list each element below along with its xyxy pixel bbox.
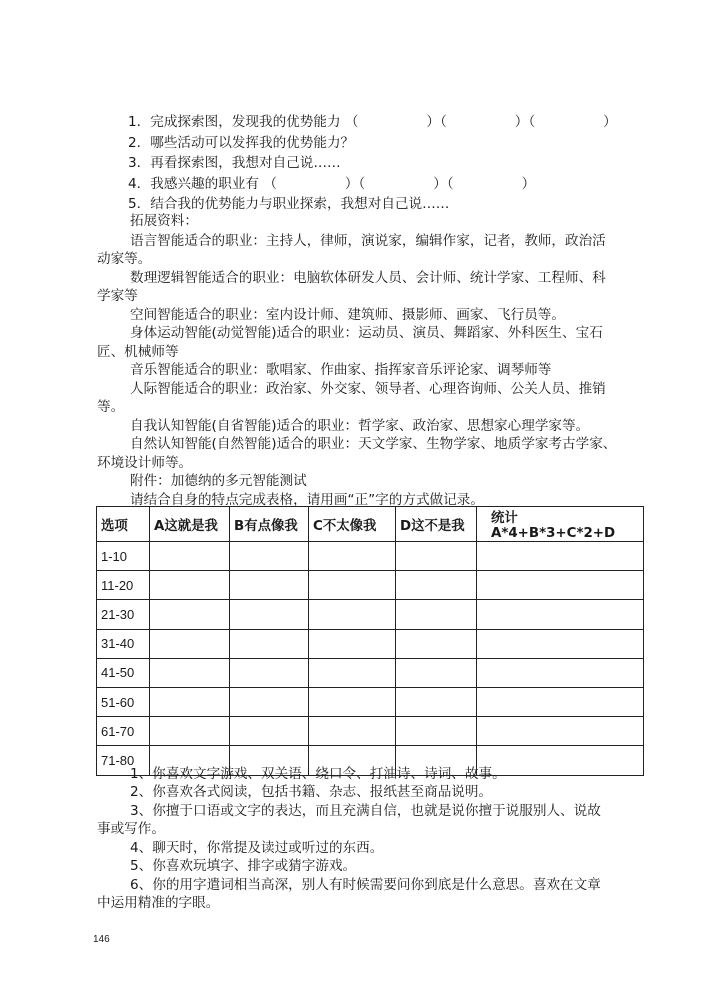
- header-a: A这就是我: [150, 507, 230, 542]
- table-header-row: [97, 507, 644, 542]
- row-label: 51-60: [97, 687, 150, 716]
- cell-total[interactable]: [477, 658, 644, 687]
- question-2: 2．哪些活动可以发挥我的优势能力？: [128, 135, 355, 151]
- cell-b[interactable]: [230, 687, 309, 716]
- header-total: 统计 A*4+B*3+C*2+D: [477, 507, 644, 542]
- extension-line: 自然认知智能(自然智能)适合的职业：天文学家、生物学家、地质学家考古学家、: [130, 436, 617, 452]
- row-label: 1-10: [97, 542, 150, 571]
- extension-line: 身体运动智能(动觉智能)适合的职业：运动员、演员、舞蹈家、外科医生、宝石: [130, 325, 603, 341]
- extension-line: 人际智能适合的职业：政治家、外交家、领导者、心理咨询师、公关人员、推销: [130, 381, 606, 397]
- header-option: 选项: [97, 507, 150, 542]
- extension-line: 音乐智能适合的职业：歌唱家、作曲家、指挥家音乐评论家、调琴师等: [130, 362, 552, 378]
- header-c: C不太像我: [309, 507, 396, 542]
- extension-title: 拓展资料：: [130, 213, 198, 229]
- question-1: 1．完成探索图，发现我的优势能力 （ ）（ ）（ ）: [128, 114, 617, 130]
- row-label: 41-50: [97, 658, 150, 687]
- cell-a[interactable]: [150, 629, 230, 658]
- cell-total[interactable]: [477, 542, 644, 571]
- cell-c[interactable]: [309, 600, 396, 629]
- test-item: 4、聊天时，你常提及读过或听过的东西。: [130, 840, 384, 856]
- test-item: 中运用精准的字眼。: [97, 895, 220, 911]
- cell-c[interactable]: [309, 658, 396, 687]
- appendix-title: 附件：加德纳的多元智能测试: [130, 473, 307, 489]
- cell-a[interactable]: [150, 571, 230, 600]
- extension-line: 动家等。: [97, 251, 152, 267]
- cell-a[interactable]: [150, 658, 230, 687]
- test-item: 事或写作。: [97, 821, 165, 837]
- table-row: [97, 629, 644, 658]
- test-item: 5、你喜欢玩填字、排字或猜字游戏。: [130, 858, 357, 874]
- cell-a[interactable]: [150, 600, 230, 629]
- cell-d[interactable]: [396, 658, 477, 687]
- extension-line: 空间智能适合的职业：室内设计师、建筑师、摄影师、画家、飞行员等。: [130, 307, 565, 323]
- row-label: 71-80: [97, 746, 150, 775]
- header-b: B有点像我: [230, 507, 309, 542]
- cell-d[interactable]: [396, 717, 477, 746]
- cell-a[interactable]: [150, 717, 230, 746]
- question-3: 3．再看探索图，我想对自己说……: [128, 155, 341, 171]
- cell-b[interactable]: [230, 717, 309, 746]
- cell-c[interactable]: [309, 687, 396, 716]
- page-number: 146: [93, 934, 110, 945]
- test-item: 3、你擅于口语或文字的表达，而且充满自信，也就是说你擅于说服别人、说故: [130, 803, 601, 819]
- cell-d[interactable]: [396, 629, 477, 658]
- extension-line: 等。: [97, 399, 125, 415]
- appendix-instruction: 请结合自身的特点完成表格，请用画“正”字的方式做记录。: [130, 492, 484, 508]
- row-label: 11-20: [97, 571, 150, 600]
- cell-b[interactable]: [230, 658, 309, 687]
- cell-total[interactable]: [477, 717, 644, 746]
- row-label: 21-30: [97, 600, 150, 629]
- table-row: [97, 600, 644, 629]
- cell-total[interactable]: [477, 629, 644, 658]
- test-item: 1、你喜欢文字游戏、双关语、绕口令、打油诗、诗词、故事。: [130, 766, 506, 782]
- cell-c[interactable]: [309, 542, 396, 571]
- cell-a[interactable]: [150, 542, 230, 571]
- cell-d[interactable]: [396, 600, 477, 629]
- cell-total[interactable]: [477, 571, 644, 600]
- table-row: [97, 687, 644, 716]
- table-row: [97, 658, 644, 687]
- extension-line: 环境设计师等。: [97, 455, 193, 471]
- extension-line: 自我认知智能(自省智能)适合的职业：哲学家、政治家、思想家心理学家等。: [130, 418, 590, 434]
- header-d: D这不是我: [396, 507, 477, 542]
- cell-b[interactable]: [230, 629, 309, 658]
- table-row: [97, 717, 644, 746]
- question-4: 4．我感兴趣的职业有 （ ）（ ）（ ）: [128, 176, 536, 192]
- cell-d[interactable]: [396, 542, 477, 571]
- extension-line: 语言智能适合的职业：主持人，律师，演说家，编辑作家，记者，教师，政治活: [130, 233, 606, 249]
- row-label: 61-70: [97, 717, 150, 746]
- question-5: 5．结合我的优势能力与职业探索，我想对自己说……: [128, 196, 450, 212]
- cell-b[interactable]: [230, 600, 309, 629]
- intelligence-test-table: [96, 506, 644, 776]
- cell-c[interactable]: [309, 717, 396, 746]
- cell-total[interactable]: [477, 600, 644, 629]
- extension-line: 学家等: [97, 288, 138, 304]
- test-item: 6、你的用字遣词相当高深，别人有时候需要问你到底是什么意思。喜欢在文章: [130, 877, 601, 893]
- table-row: [97, 571, 644, 600]
- cell-c[interactable]: [309, 571, 396, 600]
- table-row: [97, 542, 644, 571]
- cell-b[interactable]: [230, 542, 309, 571]
- extension-line: 匠、机械师等: [97, 344, 179, 360]
- extension-line: 数理逻辑智能适合的职业：电脑软体研发人员、会计师、统计学家、工程师、科: [130, 270, 606, 286]
- cell-total[interactable]: [477, 687, 644, 716]
- cell-b[interactable]: [230, 571, 309, 600]
- test-item: 2、你喜欢各式阅读，包括书籍、杂志、报纸甚至商品说明。: [130, 784, 493, 800]
- cell-c[interactable]: [309, 629, 396, 658]
- row-label: 31-40: [97, 629, 150, 658]
- cell-a[interactable]: [150, 687, 230, 716]
- cell-d[interactable]: [396, 571, 477, 600]
- cell-d[interactable]: [396, 687, 477, 716]
